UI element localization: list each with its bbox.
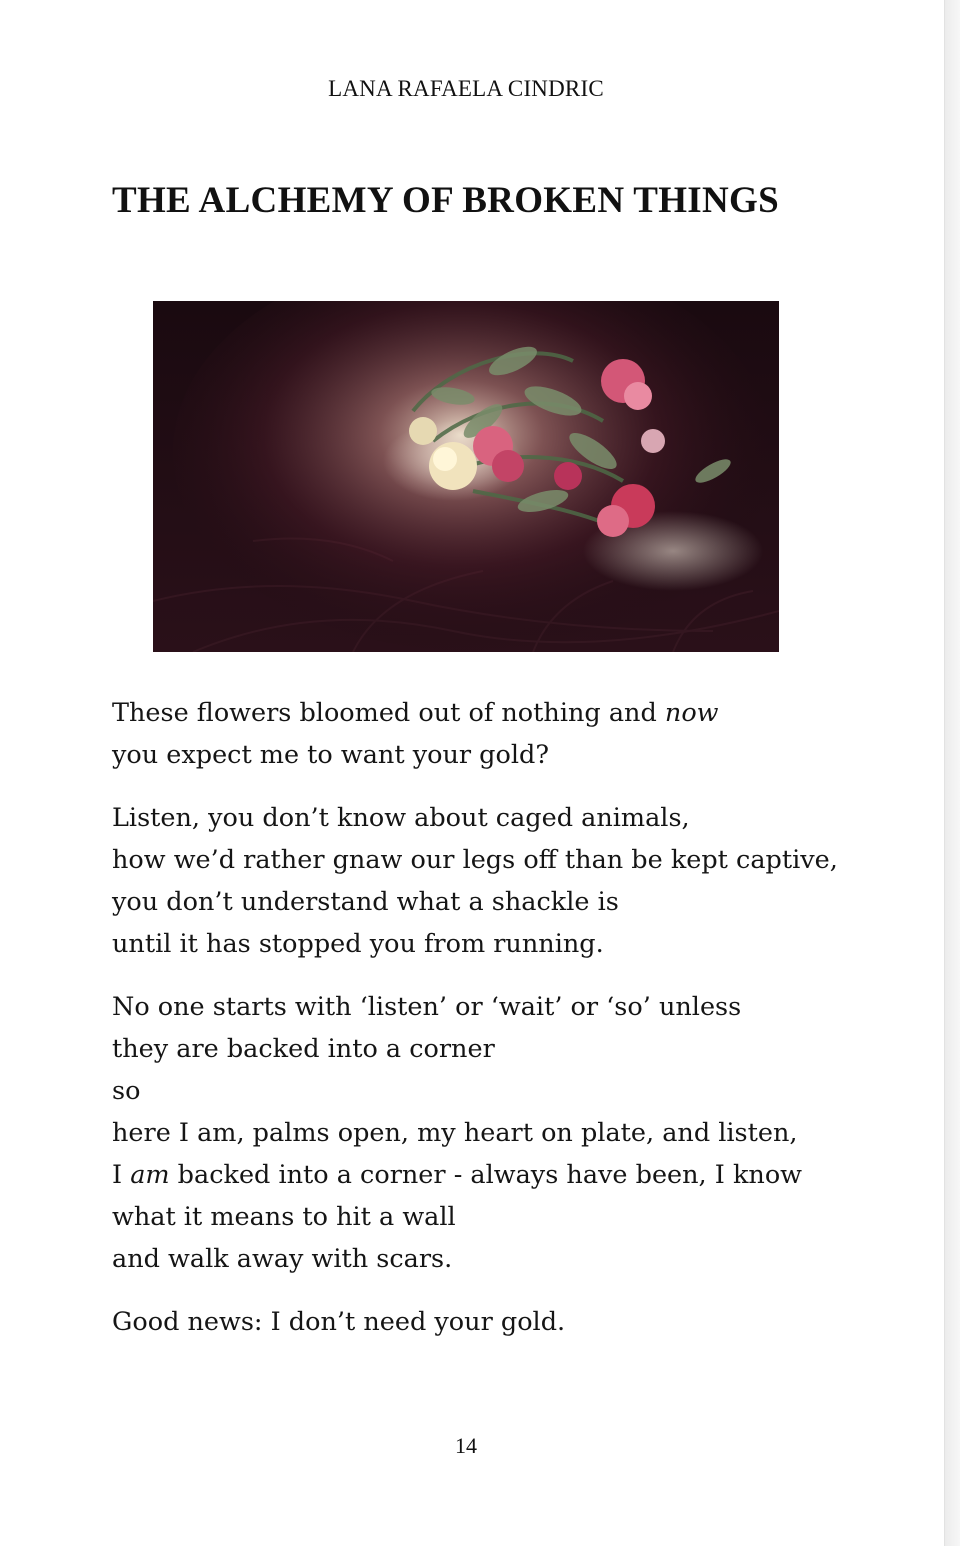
line-text-end: backed into a corner - always have been, I know (169, 1160, 802, 1190)
poem-line: Good news: I don’t need your gold. (112, 1307, 566, 1337)
poem-line: what it means to hit a wall (112, 1202, 456, 1232)
poem-title: THE ALCHEMY OF BROKEN THINGS (112, 180, 779, 221)
poem-line: Listen, you don’t know about caged animals, (112, 803, 690, 833)
poem-body (112, 692, 872, 1364)
flowers-photo-illustration (153, 301, 779, 652)
flowers-photo (153, 301, 779, 652)
poem-line: until it has stopped you from running. (112, 929, 604, 959)
poem-line: and walk away with scars. (112, 1244, 453, 1274)
poem-line: they are backed into a corner (112, 1034, 495, 1064)
poem-line: you expect me to want your gold? (112, 740, 549, 770)
emphasis-am: am (130, 1160, 170, 1190)
stanza (112, 1301, 872, 1343)
poem-line: how we’d rather gnaw our legs off than be kept captive, (112, 845, 838, 875)
poem-line (112, 692, 872, 734)
poem-line: No one starts with ‘listen’ or ‘wait’ or ‘so’ unless (112, 992, 742, 1022)
page-number: 14 (455, 1433, 477, 1458)
stanza (112, 692, 872, 776)
line-text-start: I (112, 1160, 131, 1190)
running-header-author: LANA RAFAELA CINDRIC (328, 76, 604, 101)
stanza (112, 986, 872, 1280)
emphasis-now: now (664, 698, 719, 728)
poem-line: here I am, palms open, my heart on plate, and listen, (112, 1118, 798, 1148)
stanza (112, 797, 872, 965)
poem-line: so (112, 1076, 141, 1106)
poem-line: you don’t understand what a shackle is (112, 887, 619, 917)
page-edge (945, 0, 960, 1546)
poem-line (112, 1154, 872, 1196)
line-text-start: These flowers bloomed out of nothing and (112, 698, 665, 728)
